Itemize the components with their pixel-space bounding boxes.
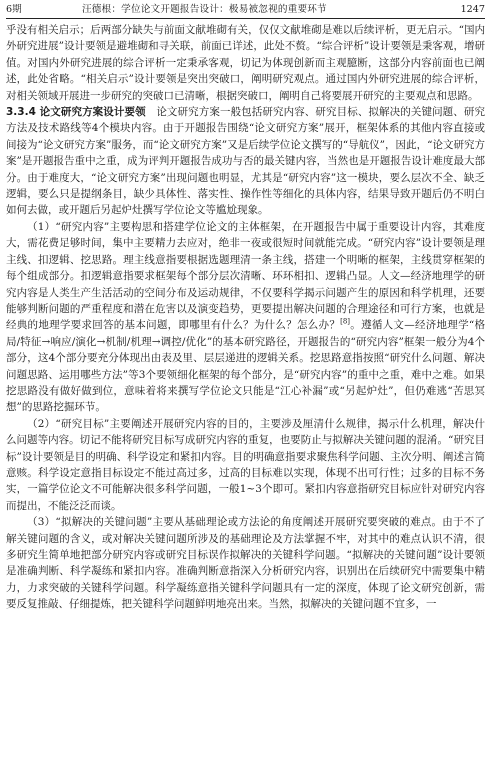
paragraph-key-problems: （3）“拟解决的关键问题”主要从基础理论或方法论的角度阐述开展研究要突破的难点。由于不了解关键问题的含义，或对解决关键问题所涉及的基础理论及方法掌握不牢，对其中的难点认识不清，很多研究生简单地把部分研究内容或研究目标误作拟解决的关键科学问题。“拟解决的关键问题”设计要领是准确判断、科学凝练和紧扣内容。准确判断意指深入分析研究内容，识别出在后续研究中需要集中精力，力求突破的关键科学问题。科学凝练意指关键科学问题具有一定的深度，体现了论文研究创新，需要反复推敲、仔细提炼，把关键科学问题鲜明地亮出来。当然，拟解决的关键问题不宜多，一 (6, 516, 485, 611)
research-content-text: （1）“研究内容”主要构思和搭建学位论文的主体框架，在开题报告中属于重要设计内容，其难度大，需花费足够时间，集中主要精力去应对，绝非一夜或很短时间就能完成。“研究内容”设计要领是理主线、扣逻辑、挖思路。理主线意指要根据选题理清一条主线，搭建一个明晰的框架，主线贯穿框架的每个组成部分。扣逻辑意指要求框架每个部分层次清晰、环环相扣、逻辑凸显。人文—经济地理学的研究内容是人类生产生活活动的空间分布及运动规律，不仅要科学揭示问题产生的原因和科学机理，还要能够判断问题的严重程度和潜在危害以及演变趋势，更要提出解决问题的合理途径和可行方案，也就是经典的地理学要求回答的基本问题，即哪里有什么？为什么？怎么办？ (6, 220, 485, 332)
issue-label: 6期 (6, 4, 22, 15)
paragraph-related-insights: 乎没有相关启示；后两部分缺失与前面文献堆砌有关，仅仅文献堆砌是难以后续评析，更无启示。“国内外研究进展”设计要领是避堆砌和寻关联，前面已详述，此处不赘。“综合评析”设计要领是秉客观，增研值。对国内外研究进展的综合评析一定秉承客观，切记为体现创新而主观臆断，这部分内容前面也已阐述，此处省略。“相关启示”设计要领是突出突破口，阐明研究观点。通过国内外研究进展的综合评析，对相关领域开展进一步研究的突破口已清晰，根据突破口，阐明自己将要展开研究的主要观点和思路。 (6, 24, 485, 102)
citation-marker: [8] (340, 317, 351, 326)
paragraph-research-content (6, 219, 485, 416)
page-number: 1247 (460, 4, 485, 15)
paragraph-research-plan (6, 104, 485, 219)
running-title: 汪德根：学位论文开题报告设计：极易被忽视的重要环节 (82, 4, 327, 15)
running-header (6, 2, 485, 19)
section-heading: 3.3.4 论文研究方案设计要领 (6, 106, 146, 119)
section-body: 论文研究方案一般包括研究内容、研究目标、拟解决的关键问题、研究方法及技术路线等4个模块内容。由于开题报告围绕“论文研究方案”展开，框架体系的其他内容直接或间接为“论文研究方案”服务，而“论文研究方案”又是后续学位论文撰写的“导航仪”，因此，“论文研究方案”是开题报告重中之重，成为评判开题报告成功与否的最关键内容，当然也是开题报告设计难度最大部分。由于难度大，“论文研究方案”出现问题也明显，尤其是“研究内容”这一模块，要么层次不全、缺乏逻辑，要么只是提纲条目，缺少具体性、落实性、操作性等细化的具体内容，结果导致开题后仍不明白如何去做，或开题后另起炉灶撰写学位论文等尴尬现象。 (6, 106, 485, 217)
paragraph-research-goals: （2）“研究目标”主要阐述开展研究内容的目的，主要涉及厘清什么规律，揭示什么机理，解决什么问题等内容。切记不能将研究目标写成研究内容的重复，也要防止与拟解决关键问题的混淆。“研究目标”设计要领是目的明确、科学设定和紧扣内容。目的明确意指要求聚焦科学问题、主次分明、阐述言简意赅。科学设定意指目标设定不能过高过多，过高的目标难以实现，体现不出可行性；过多的目标不务实，一篇学位论文不可能解决很多科学问题，一般1~3个即可。紧扣内容意指研究目标应针对研究内容而提出，不能泛泛而谈。 (6, 417, 485, 512)
article-body (6, 22, 485, 760)
research-content-text-cont: 。遵循人文—经济地理学“格局/特征→响应/演化→机制/机理→调控/优化”的基本研究路径，开题报告的“研究内容”框架一般分为4个部分，这4个部分要充分体现出由表及里、层层递进的逻辑关系。挖思路意指按照“研究什么问题、解决问题思路、运用哪些方法”等3个要领细化框架的每个部分，是“研究内容”的重中之重，难中之难。如果挖思路没有做好做到位，意味着将来撰写学位论文只能是“江心补漏”或“另起炉灶”，但仍难逃“苦思冥想”的思路挖掘环节。 (6, 319, 485, 414)
